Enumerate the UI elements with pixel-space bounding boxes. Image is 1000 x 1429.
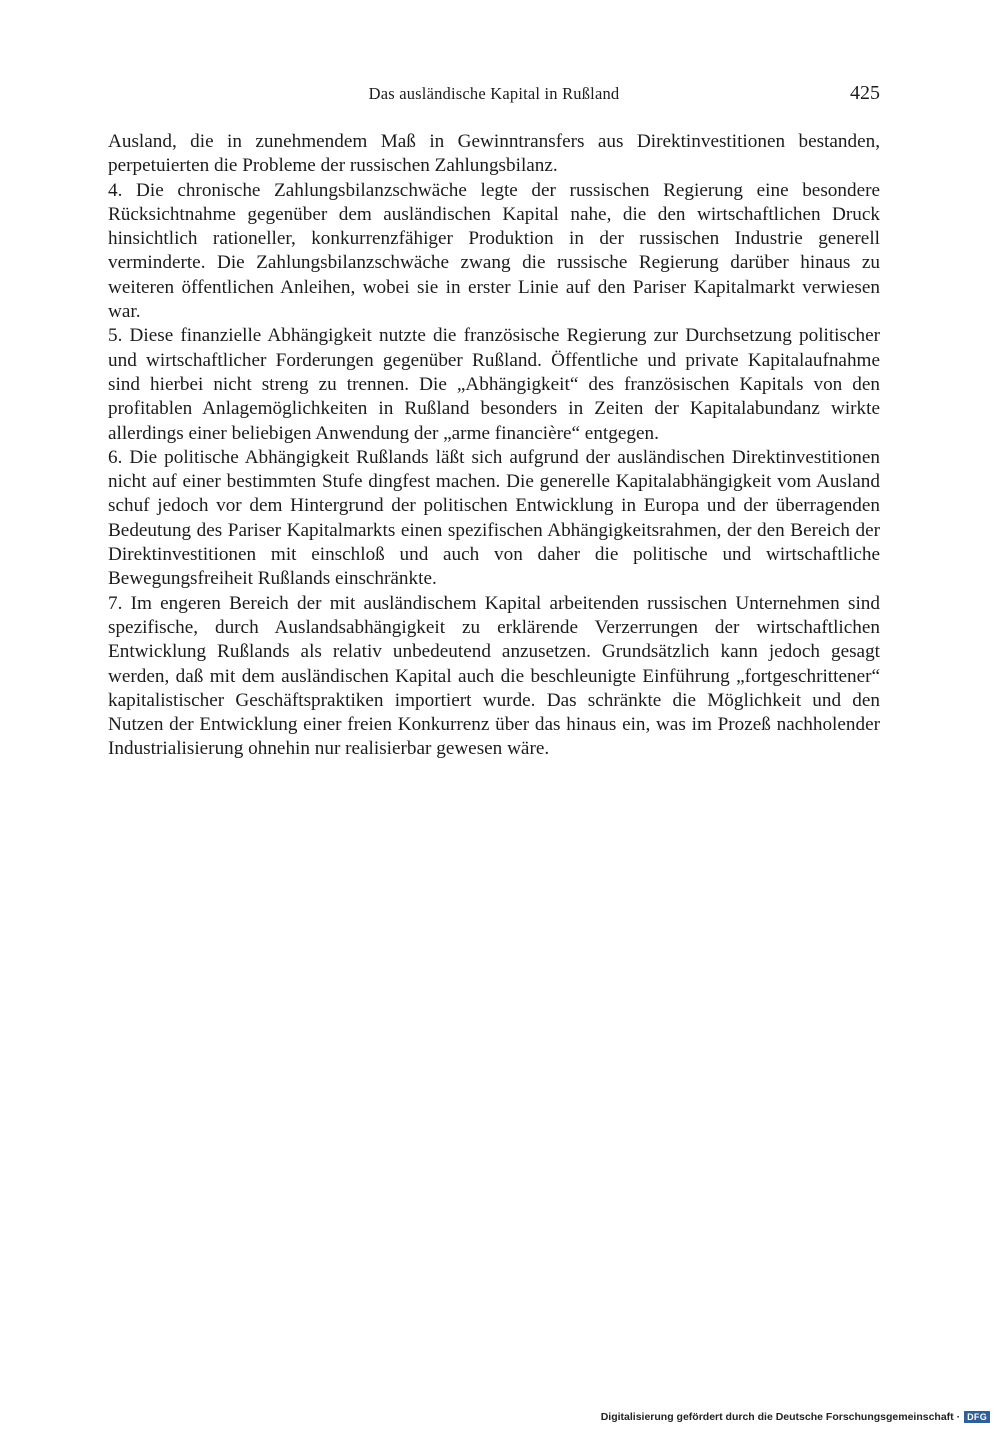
credit-text: Digitalisierung gefördert durch die Deutsche Forschungsgemeinschaft · xyxy=(600,1411,961,1423)
paragraph-point-5: 5. Diese finanzielle Abhängigkeit nutzte die französische Regierung zur Durchsetzung politischer und wirtschaftlicher Forderungen gegenüber Rußland. Öffentliche und private Kapitalaufnahme sind hierbei nicht streng zu trennen. Die „Abhängigkeit“ des französischen Kapitals von den profitablen Anlagemöglichkeiten in Rußland besonders in Zeiten der Kapitalabundanz wirkte allerdings einer beliebigen Anwendung der „arme financière“ entgegen. xyxy=(108,325,880,444)
body-text xyxy=(108,130,880,762)
paragraph-point-4: 4. Die chronische Zahlungsbilanzschwäche legte der russischen Regierung eine besondere Rücksichtnahme gegenüber dem ausländischen Kapital nahe, die den wirtschaftlichen Druck hinsichtlich rationeller, konkurrenzfähiger Produktion in der russischen Industrie generell verminderte. Die Zahlungsbilanzschwäche zwang die russische Regierung darüber hinaus zu weiteren öffentlichen Anleihen, wobei sie in erster Linie auf den Pariser Kapitalmarkt verwiesen war. xyxy=(108,179,880,323)
page-number: 425 xyxy=(850,82,880,104)
digitization-credit xyxy=(601,1411,990,1423)
paragraph-continuation: Ausland, die in zunehmendem Maß in Gewinntransfers aus Direktinvestitionen bestanden, perpetuierten die Probleme der russischen Zahlungsbilanz. xyxy=(108,131,880,177)
paragraph-point-7: 7. Im engeren Bereich der mit ausländischem Kapital arbeitenden russischen Unternehmen sind spezifische, durch Auslandsabhängigkeit zu erklärende Verzerrungen der wirtschaftlichen Entwicklung Rußlands als relativ unbedeutend anzusetzen. Grundsätzlich kann jedoch gesagt werden, daß mit dem ausländischen Kapital auch die beschleunigte Einführung „fortgeschrittener“ kapitalistischer Geschäftspraktiken importiert wurde. Das schränkte die Möglichkeit und den Nutzen der Entwicklung einer freien Konkurrenz über das hinaus ein, was im Prozeß nachholender Industrialisierung ohnehin nur realisierbar gewesen wäre. xyxy=(108,592,880,760)
paragraph-point-6: 6. Die politische Abhängigkeit Rußlands läßt sich aufgrund der ausländischen Direktinvestitionen nicht auf einer bestimmten Stufe dingfest machen. Die generelle Kapitalabhängigkeit vom Ausland schuf jedoch vor dem Hintergrund der politischen Entwicklung in Europa und der überragenden Bedeutung des Pariser Kapitalmarkts einen spezifischen Abhängigkeitsrahmen, der den Bereich der Direktinvestitionen mit einschloß und auch von daher die politische und wirtschaftliche Bewegungsfreiheit Rußlands einschränkte. xyxy=(108,446,880,590)
running-title: Das ausländische Kapital in Rußland xyxy=(368,84,620,103)
running-head xyxy=(108,82,880,108)
dfg-logo-icon: DFG xyxy=(964,1411,990,1423)
